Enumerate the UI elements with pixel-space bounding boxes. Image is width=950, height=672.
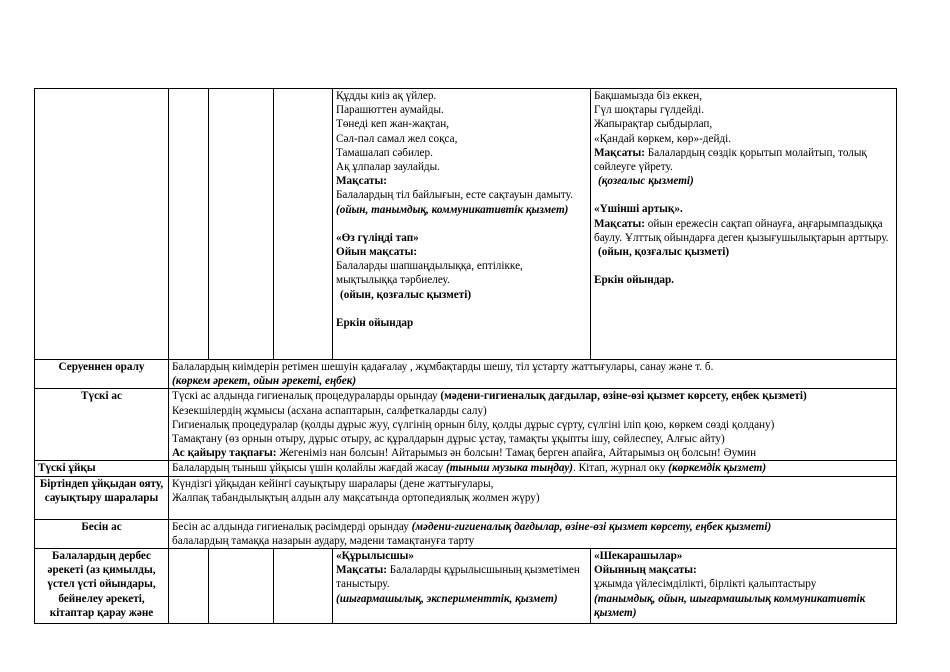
row-wake	[35, 476, 897, 519]
cell-empty-3	[274, 549, 333, 624]
cell-col5-top	[333, 89, 591, 360]
goal-text: Балалардың сөздік қорытып молайтып, толық сөйлеуге үйрету.	[594, 146, 867, 174]
activity-note: (танымдық, ойын, шығармашылық коммуникативтік қызмет)	[594, 592, 866, 619]
game-goal-label: Ойын мақсаты:	[336, 246, 418, 259]
row-content	[169, 461, 897, 476]
content-line: Күндізгі ұйқыдан кейінгі сауықтыру шаралары (дене жаттығулары,	[172, 477, 494, 490]
row-label: Түскі ас	[35, 389, 169, 461]
content-text: Бесін ас алдында гигиеналық рәсімдерді орындау	[172, 520, 412, 533]
prayer-text: Жегеніміз нан болсын! Айтарымыз ән болсын! Тамақ берген апайға, Айтарымыз оң болсын! Әумин	[276, 447, 757, 460]
cell-empty-1	[169, 89, 209, 360]
cell-col5-independent	[333, 549, 591, 624]
poem-line: Жапырақтар сыбдырлап,	[594, 118, 713, 131]
row-return-walk	[35, 360, 897, 389]
goal-text: Балаларды құрылысшының қызметімен таныстыру.	[336, 564, 580, 591]
poem-line: Гүл шоқтары гүлдейді.	[594, 104, 704, 117]
row-snack	[35, 519, 897, 548]
activity-note: (қозғалыс қызметі)	[598, 175, 694, 188]
content-text: . Кітап, журнал оку	[573, 462, 669, 475]
row-content	[169, 389, 897, 461]
cell-empty-2	[209, 89, 274, 360]
content-line: Тамақтану (өз орнын отыру, дұрыс отыру, ас құралдарын дұрыс ұстау, тамақты ұқыпты ішу, сөйлеспеу, Алғыс айту)	[172, 433, 725, 446]
game-goal-text: Балаларды шапшаңдылыққа, ептілікке, мықтылыққа тәрбиелеу.	[336, 260, 523, 287]
poem-line: Төнеді кеп жан-жақтан,	[336, 118, 450, 131]
cell-col6-independent	[591, 549, 897, 624]
row-continuation	[35, 89, 897, 360]
row-content	[169, 360, 897, 389]
cell-empty-3	[274, 89, 333, 360]
row-nap	[35, 461, 897, 476]
poem-line: Ақ ұлпалар заулайды.	[336, 161, 440, 174]
cell-empty-1	[169, 549, 209, 624]
goal-text: Балалардың тіл байлығын, есте сақтауын дамыту.	[336, 189, 573, 202]
goal-label: Мақсаты:	[594, 146, 645, 159]
row-label: Түскі ұйқы	[35, 461, 169, 476]
goal-label: Мақсаты:	[336, 564, 387, 577]
schedule-sheet	[34, 88, 896, 624]
poem-line: Бақшамызда біз еккен,	[594, 90, 702, 102]
content-line: Балалардың киімдерін ретімен шешуін қадағалау , жұмбақтарды шешу, тіл ұстарту жаттығулары, санау және т. б.	[172, 361, 714, 373]
poem-line: «Қандай көркем, көр»-дейді.	[594, 132, 732, 145]
free-play: Еркін ойындар	[336, 316, 414, 329]
activity-note: (мәдени-гигиеналық дағдылар, өзіне-өзі қызмет көрсету, еңбек қызметі)	[411, 520, 772, 533]
cell-col6-top	[591, 89, 897, 360]
free-play: Еркін ойындар.	[594, 274, 674, 287]
content-line: Гигиеналық процедуралар (қолды дұрыс жуу, сүлгінің орнын білу, қолды дұрыс сүрту, сүлгіні іліп қою, көркем сөзді қолдану)	[172, 418, 775, 431]
content-text: Түскі ас алдында гигиеналық процедураларды орындау	[172, 390, 441, 403]
game-activity: (ойын, қозғалыс қызметі)	[598, 246, 730, 259]
goal-label: Ойынның мақсаты:	[594, 564, 697, 577]
row-content	[169, 476, 897, 519]
content-line: Жалпақ табандылықтың алдын алу мақсатында ортопедиялық жолмен жүру)	[172, 491, 540, 504]
poem-line: Парашюттен аумайды.	[336, 104, 444, 117]
game-activity: (ойын, қозғалыс қызметі)	[340, 288, 472, 301]
activity-note: (мәдени-гигиеналық дағдылар, өзіне-өзі қызмет көрсету, еңбек қызметі)	[440, 390, 807, 403]
row-independent	[35, 549, 897, 624]
activity-note: (көркемдік қызмет)	[668, 462, 767, 475]
game-title: «Өз гүліңді тап»	[336, 231, 419, 244]
poem-line: Тамашалап сәбилер.	[336, 146, 433, 159]
row-label: Балалардың дербес әрекеті (аз қимылды, үстел үсті ойындары, бейнелеу әрекеті, кітаптар қарау және	[35, 549, 169, 624]
row-lunch	[35, 389, 897, 461]
game-goal-label: Мақсаты:	[594, 217, 645, 230]
activity-note: (шығармашылық, эксперименттік, қызмет)	[336, 592, 558, 605]
goal-label: Мақсаты:	[336, 175, 387, 188]
row-content	[169, 519, 897, 548]
game-title: «Шекарашылар»	[594, 550, 683, 563]
activity-note: (ойын, танымдық, коммуникативтік қызмет)	[336, 203, 569, 216]
cell-label-empty	[35, 89, 169, 360]
schedule-table	[34, 88, 897, 624]
prayer-label: Ас қайыру тақпағы:	[172, 447, 277, 460]
row-label: Біртіндеп ұйқыдан ояту, сауықтыру шаралары	[35, 476, 169, 519]
goal-text: ұжымда үйлесімділікті, бірлікті қалыптастыру	[594, 578, 817, 591]
content-line: Кезекшілердің жұмысы (асхана аспаптарын, салфеткаларды салу)	[172, 404, 487, 417]
poem-line: Сәл-пәл самал жел соқса,	[336, 132, 458, 145]
game-title: «Үшінші артық».	[594, 203, 683, 216]
game-goal-text: ойын ережесін сақтап ойнауға, аңғарымпаздыққа баулу. Ұлттық ойындарға деген қызығушылықтарын арттыру.	[594, 217, 889, 244]
poem-line: Құдды киіз ақ үйлер.	[336, 90, 437, 102]
content-text: Балалардың тыныш ұйқысы үшін қолайлы жағдай жасау	[172, 462, 446, 475]
game-title: «Құрылысшы»	[336, 550, 415, 563]
row-label: Серуеннен оралу	[35, 360, 169, 389]
activity-note: (тыныш музыка тыңдау)	[445, 462, 574, 475]
activity-note: (көркем әрекет, ойын әрекеті, еңбек)	[172, 375, 357, 388]
row-label: Бесін ас	[35, 519, 169, 548]
content-line: балалардың тамаққа назарын аудару, мәдени тамақтануға тарту	[172, 534, 475, 547]
cell-empty-2	[209, 549, 274, 624]
